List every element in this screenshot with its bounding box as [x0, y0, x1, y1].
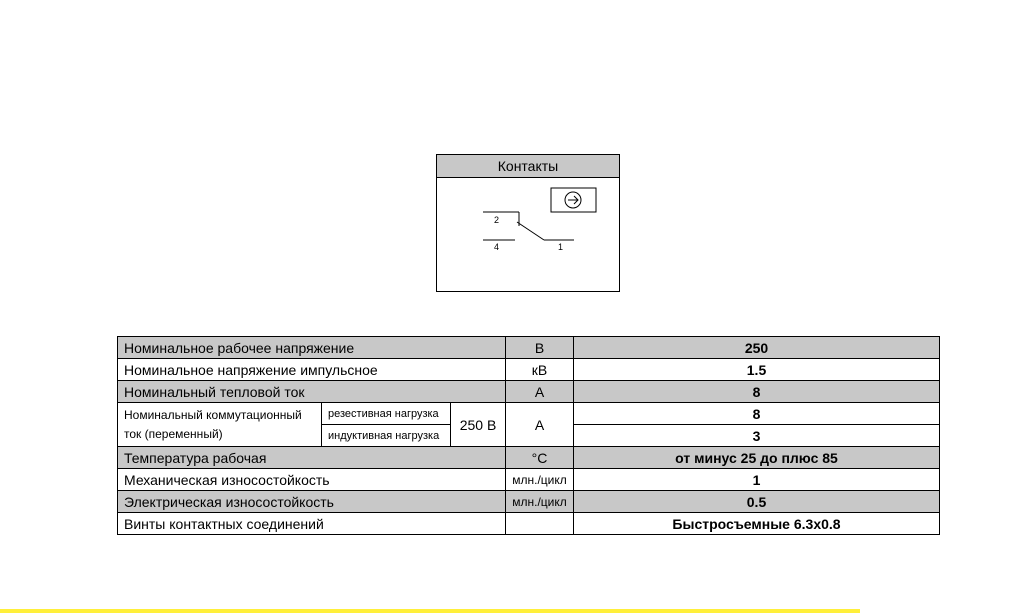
row-value: 0.5 [574, 491, 940, 513]
row-name: Номинальное напряжение импульсное [118, 359, 506, 381]
load-inductive: индуктивная нагрузка [322, 425, 451, 447]
table-row [118, 359, 940, 381]
load-resistive: резестивная нагрузка [322, 403, 451, 425]
bottom-accent-bar [0, 609, 860, 613]
table-row [118, 513, 940, 535]
contacts-diagram-box [436, 154, 620, 292]
row-value: от минус 25 до плюс 85 [574, 447, 940, 469]
row-value: 250 [574, 337, 940, 359]
row-unit: В [506, 337, 574, 359]
row-value: 1.5 [574, 359, 940, 381]
switching-current-name: Номинальный коммутационный ток (переменный) [118, 403, 322, 447]
row-name: Номинальное рабочее напряжение [118, 337, 506, 359]
contact-schematic [437, 178, 619, 290]
value-inductive: 3 [574, 425, 940, 447]
row-value: 8 [574, 381, 940, 403]
row-unit: млн./цикл [506, 491, 574, 513]
table-row [118, 469, 940, 491]
switching-voltage: 250 В [451, 403, 506, 447]
row-unit: А [506, 381, 574, 403]
row-name: Электрическая износостойкость [118, 491, 506, 513]
value-resistive: 8 [574, 403, 940, 425]
row-name: Винты контактных соединений [118, 513, 506, 535]
pin-1-label: 1 [558, 242, 564, 252]
table-row [118, 447, 940, 469]
row-name: Механическая износостойкость [118, 469, 506, 491]
row-value: Быстросъемные 6.3х0.8 [574, 513, 940, 535]
pin-2-label: 2 [494, 215, 500, 225]
contacts-title: Контакты [437, 155, 619, 178]
row-unit: млн./цикл [506, 469, 574, 491]
row-unit: кВ [506, 359, 574, 381]
switch-lever [517, 222, 544, 240]
row-name: Температура рабочая [118, 447, 506, 469]
row-name: Номинальный тепловой ток [118, 381, 506, 403]
spec-table [117, 336, 940, 535]
row-unit [506, 513, 574, 535]
table-row [118, 381, 940, 403]
row-unit: °С [506, 447, 574, 469]
row-value: 1 [574, 469, 940, 491]
table-row [118, 337, 940, 359]
switching-unit: А [506, 403, 574, 447]
table-row [118, 491, 940, 513]
pin-4-label: 4 [494, 242, 500, 252]
table-row [118, 403, 940, 425]
